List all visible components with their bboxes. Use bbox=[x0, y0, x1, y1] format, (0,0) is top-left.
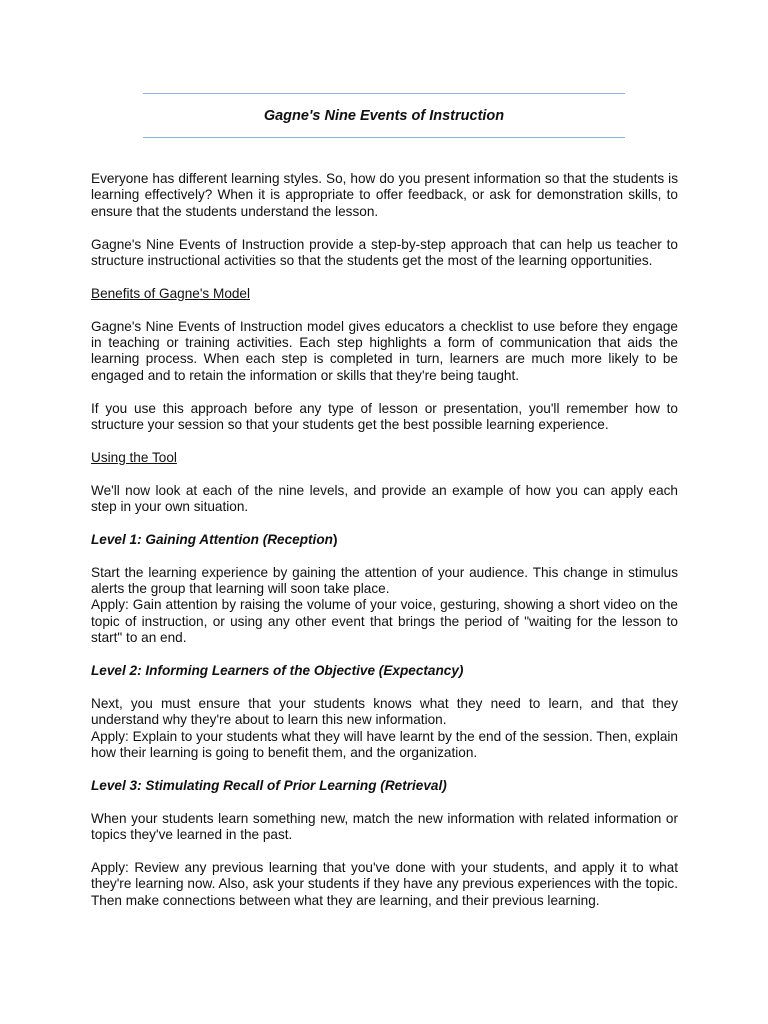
title-top-rule bbox=[143, 93, 625, 94]
benefits-paragraph-1: Gagne's Nine Events of Instruction model gives educators a checklist to use before they engage in teaching or training activities. Each step highlights a form of communication that aids the learning process. When each step is completed in turn, learners are much more likely to be engaged and to retain the information or skills that they're being taught. bbox=[91, 318, 678, 383]
document-body bbox=[91, 171, 678, 909]
level-1-heading-text: Level 1: Gaining Attention (Reception bbox=[91, 531, 333, 547]
level-3-apply: Apply: Review any previous learning that you've done with your students, and apply it to what they're learning now. Also, ask your students if they have any previous experiences with the topic. Then make connections between what they are learning, and their previous learning. bbox=[91, 859, 678, 908]
title-bottom-rule bbox=[143, 137, 625, 138]
level-1-text: Start the learning experience by gaining the attention of your audience. This change in stimulus alerts the group that learning will soon take place. bbox=[91, 564, 678, 597]
level-2-heading: Level 2: Informing Learners of the Objective (Expectancy) bbox=[91, 663, 464, 679]
level-3-heading: Level 3: Stimulating Recall of Prior Learning (Retrieval) bbox=[91, 777, 447, 793]
tool-heading-text: Using the Tool bbox=[91, 449, 177, 465]
level-1-heading bbox=[91, 532, 678, 548]
level-1-heading-close: ) bbox=[332, 531, 338, 547]
benefits-heading-text: Benefits of Gagne's Model bbox=[91, 285, 251, 301]
tool-paragraph-1: We'll now look at each of the nine levels, and provide an example of how you can apply each step in your own situation. bbox=[91, 482, 678, 515]
benefits-heading bbox=[91, 286, 678, 302]
benefits-paragraph-2: If you use this approach before any type of lesson or presentation, you'll remember how to structure your session so that your students get the best possible learning experience. bbox=[91, 400, 678, 433]
level-2-apply: Apply: Explain to your students what they will have learnt by the end of the session. Then, explain how their learning is going to benefit them, and the organization. bbox=[91, 728, 678, 761]
level-3-text: When your students learn something new, match the new information with related information or topics they've learned in the past. bbox=[91, 810, 678, 843]
document-title: Gagne's Nine Events of Instruction bbox=[263, 108, 505, 124]
intro-paragraph-2: Gagne's Nine Events of Instruction provide a step-by-step approach that can help us teacher to structure instructional activities so that the students get the most of the learning opportunities. bbox=[91, 236, 678, 269]
intro-paragraph-1: Everyone has different learning styles. So, how do you present information so that the students is learning effectively? When it is appropriate to offer feedback, or ask for demonstration skills, to ensure that the students understand the lesson. bbox=[91, 171, 678, 219]
level-2-text: Next, you must ensure that your students knows what they need to learn, and that they understand why they're about to learn this new information. bbox=[91, 695, 678, 728]
level-1-apply: Apply: Gain attention by raising the volume of your voice, gesturing, showing a short video on the topic of instruction, or using any other event that brings the period of "waiting for the lesson to start" to an end. bbox=[91, 597, 678, 646]
tool-heading bbox=[91, 450, 678, 466]
